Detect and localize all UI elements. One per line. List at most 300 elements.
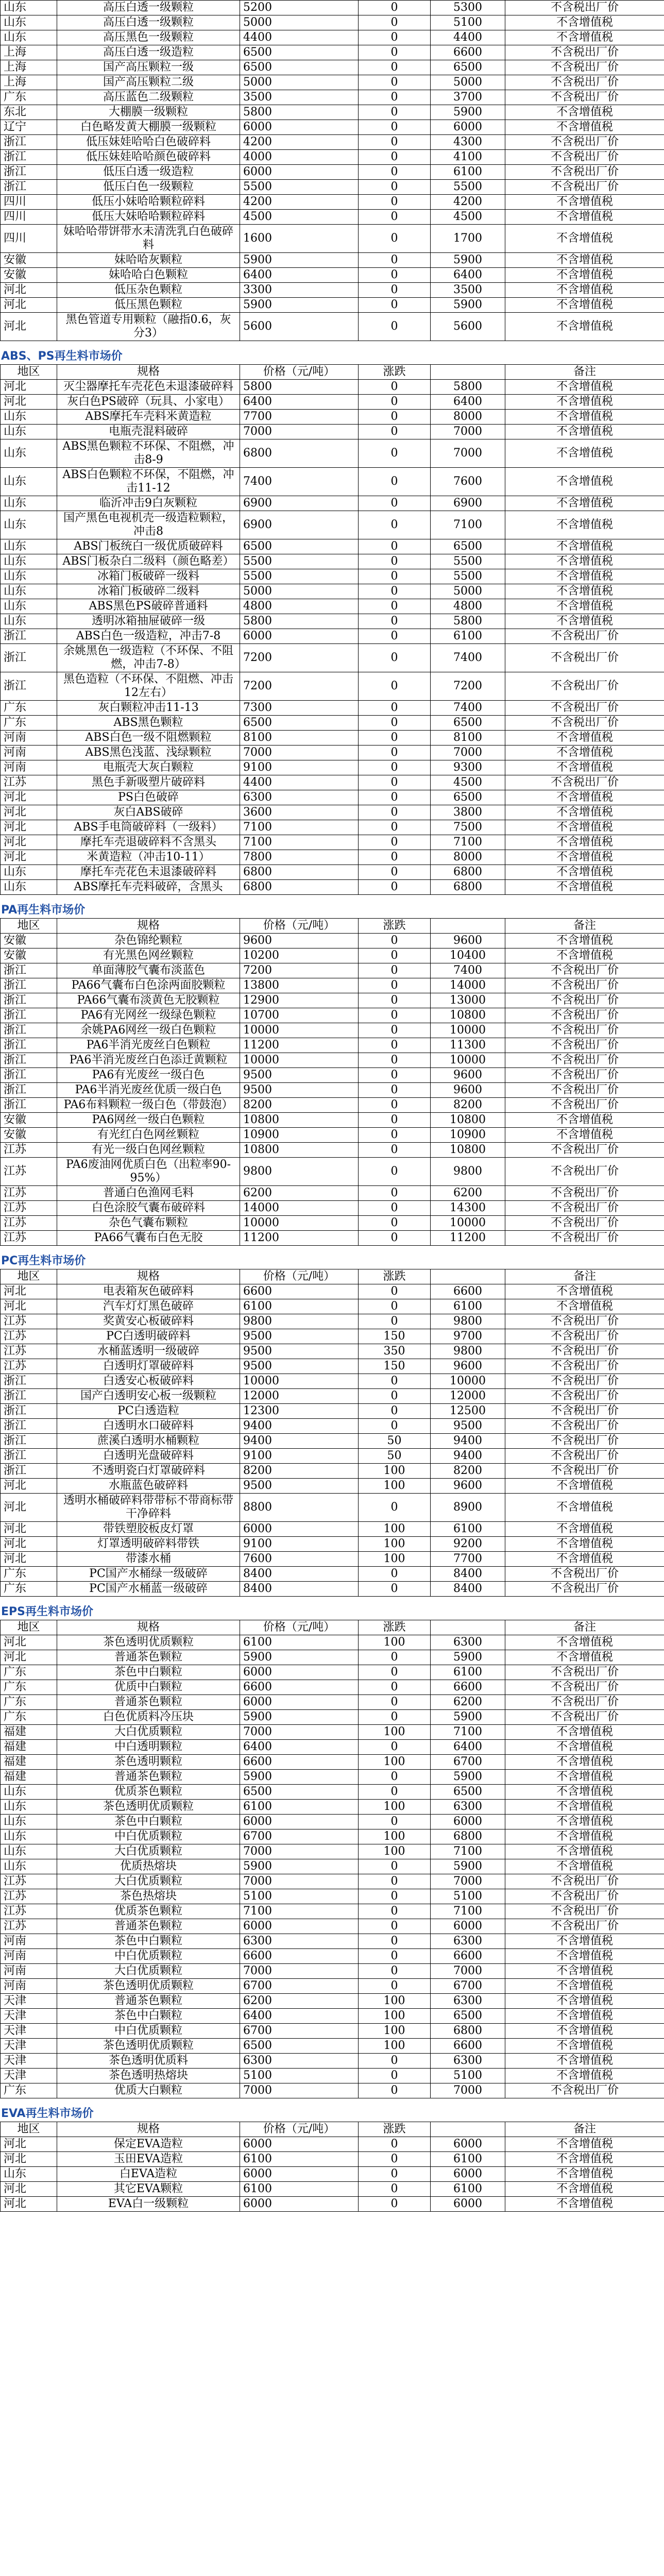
- note-cell: 不含税出厂价: [505, 1904, 664, 1919]
- note-cell: 不含增值税: [505, 395, 664, 410]
- spec-cell: 低压杂色颗粒: [57, 283, 240, 298]
- region-cell: 江苏: [1, 775, 57, 790]
- last-price-cell: 6100: [431, 629, 505, 644]
- price-section: [0, 895, 664, 1246]
- note-cell: 不含税出厂价: [505, 1389, 664, 1404]
- last-price-cell: 6500: [431, 2009, 505, 2024]
- last-price-cell: 9600: [431, 1083, 505, 1098]
- price-cell: 9400: [240, 1434, 359, 1449]
- spec-cell: 水瓶蓝色破碎料: [57, 1479, 240, 1494]
- last-price-cell: 14300: [431, 1201, 505, 1216]
- change-cell: 0: [359, 1665, 431, 1680]
- spec-cell: 高压蓝色二级颗粒: [57, 90, 240, 105]
- change-cell: 0: [359, 45, 431, 60]
- spec-cell: 普通茶色颗粒: [57, 1919, 240, 1934]
- last-price-cell: 5300: [431, 1, 505, 15]
- section-title: EPS再生料市场价: [1, 1605, 93, 1618]
- price-cell: 8200: [240, 1098, 359, 1113]
- change-cell: 100: [359, 1994, 431, 2009]
- table-row: [1, 1186, 664, 1201]
- last-price-cell: 7100: [431, 1725, 505, 1740]
- table-row: [1, 60, 664, 75]
- price-table: [0, 2122, 664, 2212]
- table-row: [1, 1680, 664, 1695]
- price-cell: 9500: [240, 1083, 359, 1098]
- table-row: [1, 978, 664, 993]
- spec-cell: ABS摩托车壳料破碎，含黑头: [57, 880, 240, 895]
- spec-cell: 黑色手新吸塑片破碎料: [57, 775, 240, 790]
- note-cell: 不含增值税: [505, 15, 664, 30]
- table-row: [1, 380, 664, 395]
- table-row: [1, 2024, 664, 2039]
- table-row: [1, 934, 664, 948]
- note-cell: 不含增值税: [505, 1859, 664, 1874]
- column-header: 价格（元/吨）: [240, 2122, 359, 2137]
- table-row: [1, 599, 664, 614]
- last-price-cell: 10400: [431, 948, 505, 963]
- region-cell: 上海: [1, 60, 57, 75]
- price-cell: 6400: [240, 395, 359, 410]
- spec-cell: PC白透明破碎料: [57, 1329, 240, 1344]
- change-cell: 0: [359, 835, 431, 850]
- region-cell: 上海: [1, 45, 57, 60]
- change-cell: 0: [359, 1389, 431, 1404]
- table-row: [1, 1128, 664, 1143]
- region-cell: 江苏: [1, 1201, 57, 1216]
- note-cell: 不含增值税: [505, 2024, 664, 2039]
- last-price-cell: 5500: [431, 554, 505, 569]
- last-price-cell: 6200: [431, 1695, 505, 1710]
- last-price-cell: 4200: [431, 195, 505, 210]
- table-row: [1, 1829, 664, 1844]
- region-cell: 山东: [1, 1859, 57, 1874]
- change-cell: 0: [359, 1404, 431, 1419]
- price-cell: 6100: [240, 2182, 359, 2197]
- last-price-cell: 7400: [431, 644, 505, 672]
- change-cell: 0: [359, 1919, 431, 1934]
- price-cell: 4500: [240, 210, 359, 225]
- spec-cell: 白色涂胶气囊布破碎料: [57, 1201, 240, 1216]
- region-cell: 河北: [1, 2152, 57, 2167]
- last-price-cell: 5100: [431, 1889, 505, 1904]
- price-cell: 9100: [240, 1537, 359, 1552]
- last-price-cell: 5900: [431, 105, 505, 120]
- note-cell: 不含税出厂价: [505, 1201, 664, 1216]
- note-cell: 不含增值税: [505, 569, 664, 584]
- region-cell: 广东: [1, 701, 57, 716]
- change-cell: 0: [359, 1770, 431, 1785]
- region-cell: 江苏: [1, 1904, 57, 1919]
- region-cell: 山东: [1, 1, 57, 15]
- note-cell: 不含税出厂价: [505, 90, 664, 105]
- last-price-cell: 5900: [431, 1859, 505, 1874]
- change-cell: 0: [359, 880, 431, 895]
- note-cell: 不含税出厂价: [505, 1344, 664, 1359]
- note-cell: 不含增值税: [505, 410, 664, 425]
- column-header: [431, 919, 505, 934]
- change-cell: 0: [359, 1695, 431, 1710]
- last-price-cell: 5900: [431, 1770, 505, 1785]
- region-cell: 山东: [1, 15, 57, 30]
- last-price-cell: 6300: [431, 1934, 505, 1949]
- last-price-cell: 6500: [431, 716, 505, 731]
- last-price-cell: 5500: [431, 180, 505, 195]
- spec-cell: 国产高压颗粒二级: [57, 75, 240, 90]
- price-cell: 7000: [240, 1964, 359, 1979]
- last-price-cell: 5900: [431, 1650, 505, 1665]
- note-cell: 不含税出厂价: [505, 1098, 664, 1113]
- price-cell: 6000: [240, 2167, 359, 2182]
- spec-cell: 茶色热熔块: [57, 1889, 240, 1904]
- table-row: [1, 716, 664, 731]
- note-cell: 不含税出厂价: [505, 1329, 664, 1344]
- note-cell: 不含税出厂价: [505, 1038, 664, 1053]
- change-cell: 0: [359, 105, 431, 120]
- spec-cell: 灭尘器摩托车壳花色未退漆破碎料: [57, 380, 240, 395]
- change-cell: 0: [359, 850, 431, 865]
- table-row: [1, 731, 664, 745]
- spec-cell: 普通茶色颗粒: [57, 1770, 240, 1785]
- note-cell: 不含增值税: [505, 268, 664, 283]
- last-price-cell: 10800: [431, 1143, 505, 1158]
- change-cell: 0: [359, 253, 431, 268]
- change-cell: 0: [359, 135, 431, 150]
- note-cell: 不含增值税: [505, 2182, 664, 2197]
- table-row: [1, 2083, 664, 2098]
- note-cell: 不含增值税: [505, 1755, 664, 1770]
- change-cell: 0: [359, 865, 431, 880]
- column-header: 备注: [505, 365, 664, 380]
- note-cell: 不含税出厂价: [505, 165, 664, 180]
- change-cell: 0: [359, 584, 431, 599]
- note-cell: 不含增值税: [505, 2009, 664, 2024]
- table-row: [1, 672, 664, 701]
- price-cell: 7200: [240, 672, 359, 701]
- note-cell: 不含增值税: [505, 2039, 664, 2054]
- table-row: [1, 1964, 664, 1979]
- table-row: [1, 1158, 664, 1186]
- change-cell: 0: [359, 165, 431, 180]
- price-cell: 6400: [240, 1740, 359, 1755]
- table-row: [1, 2182, 664, 2197]
- table-row: [1, 880, 664, 895]
- table-row: [1, 1815, 664, 1829]
- spec-cell: 杂色气囊布颗粒: [57, 1216, 240, 1231]
- table-row: [1, 835, 664, 850]
- change-cell: 0: [359, 1158, 431, 1186]
- region-cell: 广东: [1, 1567, 57, 1582]
- note-cell: 不含增值税: [505, 1284, 664, 1299]
- change-cell: 100: [359, 1479, 431, 1494]
- change-cell: 0: [359, 1023, 431, 1038]
- last-price-cell: 6300: [431, 1635, 505, 1650]
- last-price-cell: 4800: [431, 599, 505, 614]
- region-cell: 江苏: [1, 1874, 57, 1889]
- last-price-cell: 6000: [431, 120, 505, 135]
- spec-cell: 白色略发黄大棚膜一级颗粒: [57, 120, 240, 135]
- spec-cell: 电表箱灰色破碎料: [57, 1284, 240, 1299]
- last-price-cell: 11300: [431, 1038, 505, 1053]
- note-cell: 不含税出厂价: [505, 1359, 664, 1374]
- region-cell: 河北: [1, 2137, 57, 2152]
- region-cell: 河北: [1, 380, 57, 395]
- table-row: [1, 1449, 664, 1464]
- region-cell: 上海: [1, 75, 57, 90]
- spec-cell: ABS黑色浅蓝、浅绿颗粒: [57, 745, 240, 760]
- note-cell: 不含税出厂价: [505, 1068, 664, 1083]
- note-cell: 不含增值税: [505, 880, 664, 895]
- region-cell: 广东: [1, 2083, 57, 2098]
- price-cell: 4200: [240, 195, 359, 210]
- price-cell: 5900: [240, 1650, 359, 1665]
- last-price-cell: 7000: [431, 2083, 505, 2098]
- last-price-cell: 6600: [431, 1284, 505, 1299]
- price-cell: 5800: [240, 380, 359, 395]
- section-title: PA再生料市场价: [1, 904, 86, 917]
- column-header: [431, 1620, 505, 1635]
- region-cell: 浙江: [1, 1038, 57, 1053]
- price-cell: 12900: [240, 993, 359, 1008]
- note-cell: 不含增值税: [505, 820, 664, 835]
- change-cell: 0: [359, 934, 431, 948]
- last-price-cell: 7600: [431, 468, 505, 496]
- change-cell: 0: [359, 195, 431, 210]
- note-cell: 不含增值税: [505, 30, 664, 45]
- table-row: [1, 1949, 664, 1964]
- table-row: [1, 180, 664, 195]
- note-cell: 不含增值税: [505, 425, 664, 439]
- last-price-cell: 14000: [431, 978, 505, 993]
- price-cell: 8100: [240, 731, 359, 745]
- note-cell: 不含增值税: [505, 1740, 664, 1755]
- region-cell: 河北: [1, 1552, 57, 1567]
- note-cell: 不含增值税: [505, 805, 664, 820]
- table-row: [1, 2167, 664, 2182]
- spec-cell: PA6网丝一级白色颗粒: [57, 1113, 240, 1128]
- note-cell: 不含增值税: [505, 599, 664, 614]
- note-cell: 不含增值税: [505, 468, 664, 496]
- change-cell: 0: [359, 496, 431, 511]
- change-cell: 0: [359, 745, 431, 760]
- price-cell: 7000: [240, 425, 359, 439]
- price-cell: 7100: [240, 835, 359, 850]
- price-cell: 12000: [240, 1389, 359, 1404]
- price-cell: 6500: [240, 1785, 359, 1800]
- price-cell: 10000: [240, 1216, 359, 1231]
- last-price-cell: 5800: [431, 380, 505, 395]
- table-row: [1, 1038, 664, 1053]
- last-price-cell: 9600: [431, 1359, 505, 1374]
- region-cell: 浙江: [1, 1404, 57, 1419]
- spec-cell: 白透明光盘破碎料: [57, 1449, 240, 1464]
- note-cell: 不含增值税: [505, 745, 664, 760]
- change-cell: 100: [359, 2024, 431, 2039]
- last-price-cell: 9700: [431, 1329, 505, 1344]
- last-price-cell: 6600: [431, 45, 505, 60]
- price-cell: 6600: [240, 1755, 359, 1770]
- note-cell: 不含税出厂价: [505, 75, 664, 90]
- table-row: [1, 1023, 664, 1038]
- column-header: [431, 1269, 505, 1284]
- spec-cell: 电瓶壳混料破碎: [57, 425, 240, 439]
- price-cell: 7400: [240, 468, 359, 496]
- change-cell: 0: [359, 511, 431, 539]
- spec-cell: 米黄造粒（冲击10-11）: [57, 850, 240, 865]
- note-cell: 不含增值税: [505, 225, 664, 253]
- region-cell: 河北: [1, 1650, 57, 1665]
- region-cell: 江苏: [1, 1314, 57, 1329]
- note-cell: 不含税出厂价: [505, 1464, 664, 1479]
- last-price-cell: 9800: [431, 1158, 505, 1186]
- price-cell: 9400: [240, 1419, 359, 1434]
- last-price-cell: 4500: [431, 775, 505, 790]
- last-price-cell: 6400: [431, 395, 505, 410]
- note-cell: 不含税出厂价: [505, 701, 664, 716]
- last-price-cell: 7200: [431, 672, 505, 701]
- spec-cell: PA6半消光废丝白色颗粒: [57, 1038, 240, 1053]
- change-cell: 0: [359, 1949, 431, 1964]
- note-cell: 不含增值税: [505, 584, 664, 599]
- price-cell: 4400: [240, 775, 359, 790]
- region-cell: 山东: [1, 1844, 57, 1859]
- change-cell: 100: [359, 1552, 431, 1567]
- table-row: [1, 963, 664, 978]
- last-price-cell: 9600: [431, 934, 505, 948]
- change-cell: 0: [359, 948, 431, 963]
- last-price-cell: 6100: [431, 165, 505, 180]
- price-cell: 10800: [240, 1113, 359, 1128]
- region-cell: 安徽: [1, 934, 57, 948]
- table-row: [1, 1755, 664, 1770]
- region-cell: 河北: [1, 1299, 57, 1314]
- region-cell: 山东: [1, 511, 57, 539]
- region-cell: 辽宁: [1, 120, 57, 135]
- price-cell: 6100: [240, 1800, 359, 1815]
- table-row: [1, 1934, 664, 1949]
- region-cell: 四川: [1, 195, 57, 210]
- note-cell: 不含增值税: [505, 120, 664, 135]
- price-cell: 9500: [240, 1329, 359, 1344]
- spec-cell: 优质热熔块: [57, 1859, 240, 1874]
- last-price-cell: 6700: [431, 1979, 505, 1994]
- region-cell: 河南: [1, 760, 57, 775]
- last-price-cell: 6000: [431, 1815, 505, 1829]
- change-cell: 0: [359, 599, 431, 614]
- region-cell: 山东: [1, 539, 57, 554]
- region-cell: 河北: [1, 2182, 57, 2197]
- price-cell: 6100: [240, 1299, 359, 1314]
- region-cell: 河北: [1, 1635, 57, 1650]
- last-price-cell: 9800: [431, 1314, 505, 1329]
- table-row: [1, 1113, 664, 1128]
- note-cell: 不含增值税: [505, 1949, 664, 1964]
- change-cell: 100: [359, 1829, 431, 1844]
- change-cell: 350: [359, 1344, 431, 1359]
- last-price-cell: 10900: [431, 1128, 505, 1143]
- table-row: [1, 1374, 664, 1389]
- note-cell: 不含增值税: [505, 1522, 664, 1537]
- price-cell: 1600: [240, 225, 359, 253]
- region-cell: 河北: [1, 835, 57, 850]
- table-row: [1, 948, 664, 963]
- table-row: [1, 1740, 664, 1755]
- note-cell: 不含税出厂价: [505, 135, 664, 150]
- table-row: [1, 1, 664, 15]
- region-cell: 河北: [1, 2197, 57, 2212]
- price-cell: 6800: [240, 880, 359, 895]
- note-cell: 不含增值税: [505, 2152, 664, 2167]
- note-cell: 不含增值税: [505, 380, 664, 395]
- table-row: [1, 75, 664, 90]
- spec-cell: 妹哈哈带饼带水未清洗乳白色破碎料: [57, 225, 240, 253]
- change-cell: 0: [359, 1053, 431, 1068]
- change-cell: 0: [359, 1964, 431, 1979]
- region-cell: 河北: [1, 1284, 57, 1299]
- table-row: [1, 2009, 664, 2024]
- table-row: [1, 760, 664, 775]
- spec-cell: ABS黑色PS破碎普通料: [57, 599, 240, 614]
- table-row: [1, 1859, 664, 1874]
- table-row: [1, 1419, 664, 1434]
- region-cell: 东北: [1, 105, 57, 120]
- column-header: 备注: [505, 2122, 664, 2137]
- price-cell: 3500: [240, 90, 359, 105]
- last-price-cell: 6000: [431, 2167, 505, 2182]
- table-row: [1, 1299, 664, 1314]
- change-cell: 0: [359, 75, 431, 90]
- note-cell: 不含增值税: [505, 105, 664, 120]
- change-cell: 0: [359, 410, 431, 425]
- price-cell: 6300: [240, 2054, 359, 2069]
- table-row: [1, 298, 664, 313]
- column-header: 涨跌: [359, 919, 431, 934]
- price-cell: 6200: [240, 1186, 359, 1201]
- price-cell: 7800: [240, 850, 359, 865]
- table-row: [1, 1665, 664, 1680]
- region-cell: 河北: [1, 820, 57, 835]
- table-row: [1, 1537, 664, 1552]
- change-cell: 0: [359, 283, 431, 298]
- column-header: 价格（元/吨）: [240, 365, 359, 380]
- note-cell: 不含税出厂价: [505, 993, 664, 1008]
- price-cell: 5500: [240, 180, 359, 195]
- table-row: [1, 410, 664, 425]
- column-header: 地区: [1, 919, 57, 934]
- price-table: [0, 1620, 664, 2098]
- region-cell: 浙江: [1, 1083, 57, 1098]
- last-price-cell: 5500: [431, 569, 505, 584]
- change-cell: 0: [359, 1904, 431, 1919]
- price-cell: 7300: [240, 701, 359, 716]
- note-cell: 不含增值税: [505, 1552, 664, 1567]
- change-cell: 0: [359, 1419, 431, 1434]
- region-cell: 河南: [1, 1934, 57, 1949]
- spec-cell: 白透明水口破碎料: [57, 1419, 240, 1434]
- spec-cell: 国产白透明安心板一级颗粒: [57, 1389, 240, 1404]
- note-cell: 不含增值税: [505, 2054, 664, 2069]
- spec-cell: PA66气囊布白色涂两面胶颗粒: [57, 978, 240, 993]
- spec-cell: 茶色中白颗粒: [57, 1934, 240, 1949]
- change-cell: 0: [359, 1582, 431, 1597]
- table-row: [1, 1994, 664, 2009]
- region-cell: 江苏: [1, 1889, 57, 1904]
- change-cell: 100: [359, 1537, 431, 1552]
- change-cell: 100: [359, 1800, 431, 1815]
- change-cell: 100: [359, 1464, 431, 1479]
- price-cell: 6700: [240, 1829, 359, 1844]
- price-cell: 5000: [240, 15, 359, 30]
- region-cell: 浙江: [1, 672, 57, 701]
